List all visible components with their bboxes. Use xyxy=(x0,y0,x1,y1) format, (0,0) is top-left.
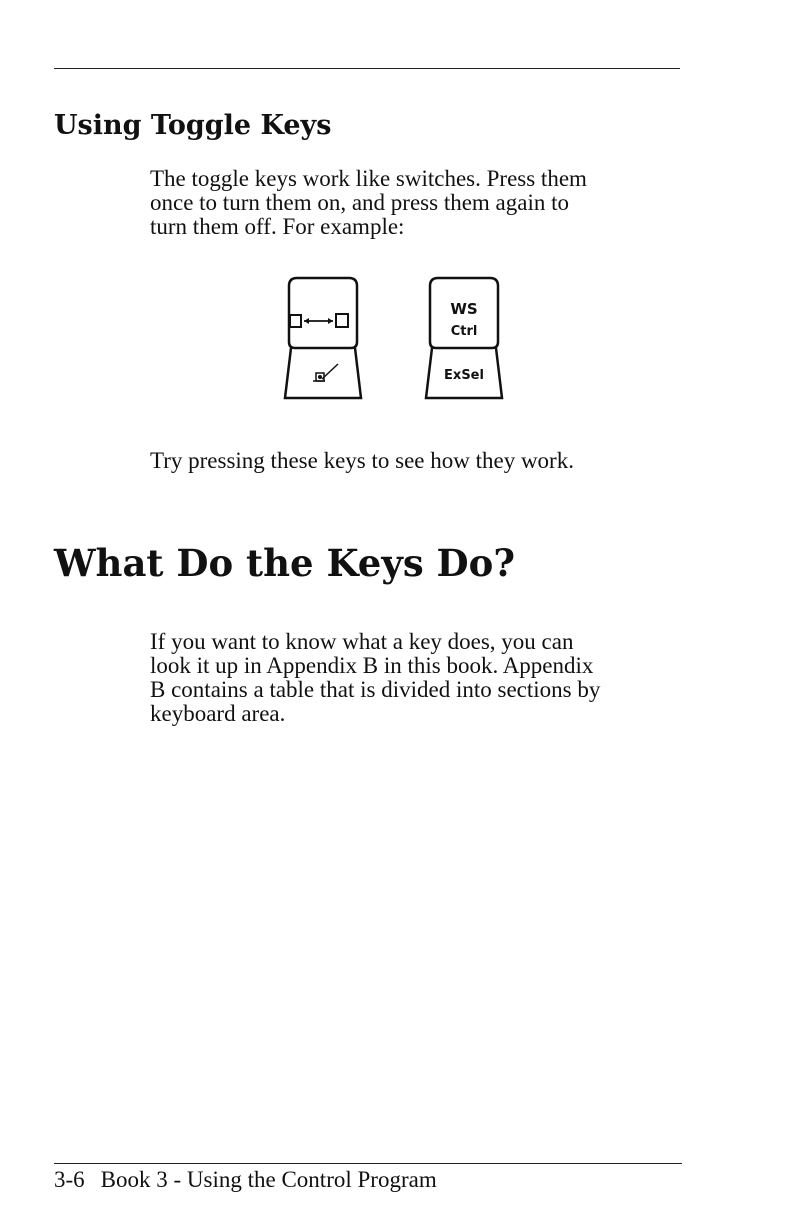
ws-ctrl-exsel-key xyxy=(424,276,504,400)
paragraph-line: If you want to know what a key does, you can xyxy=(150,629,574,654)
section-heading-toggle-keys: Using Toggle Keys xyxy=(54,110,332,141)
body-paragraph xyxy=(150,630,695,726)
pen-erase-icon xyxy=(313,364,338,381)
intro-paragraph xyxy=(150,167,695,239)
paragraph-line: once to turn them on, and press them again to xyxy=(150,190,570,215)
top-rule xyxy=(54,68,680,69)
key-label-exsel: ExSel xyxy=(444,368,484,383)
page-footer xyxy=(54,1167,437,1193)
paragraph-line: The toggle keys work like switches. Press them xyxy=(150,166,587,191)
paragraph-line: look it up in Appendix B in this book. Appendix xyxy=(150,653,594,678)
paragraph-line: Try pressing these keys to see how they work. xyxy=(150,448,574,473)
keycap-outline xyxy=(283,276,363,400)
paragraph-line: keyboard area. xyxy=(150,701,286,726)
paragraph-line: B contains a table that is divided into sections by xyxy=(150,677,601,702)
key-label-ws: WS xyxy=(450,300,478,318)
key-label-ctrl: Ctrl xyxy=(450,324,478,339)
page-number: 3-6 xyxy=(54,1167,85,1192)
bottom-rule xyxy=(54,1163,682,1164)
footer-title: Book 3 - Using the Control Program xyxy=(100,1167,437,1192)
window-switch-key xyxy=(283,276,363,400)
window-swap-icon xyxy=(290,314,348,327)
section-heading-what-do-keys-do: What Do the Keys Do? xyxy=(54,541,516,585)
try-paragraph xyxy=(150,449,695,473)
paragraph-line: turn them off. For example: xyxy=(150,214,405,239)
